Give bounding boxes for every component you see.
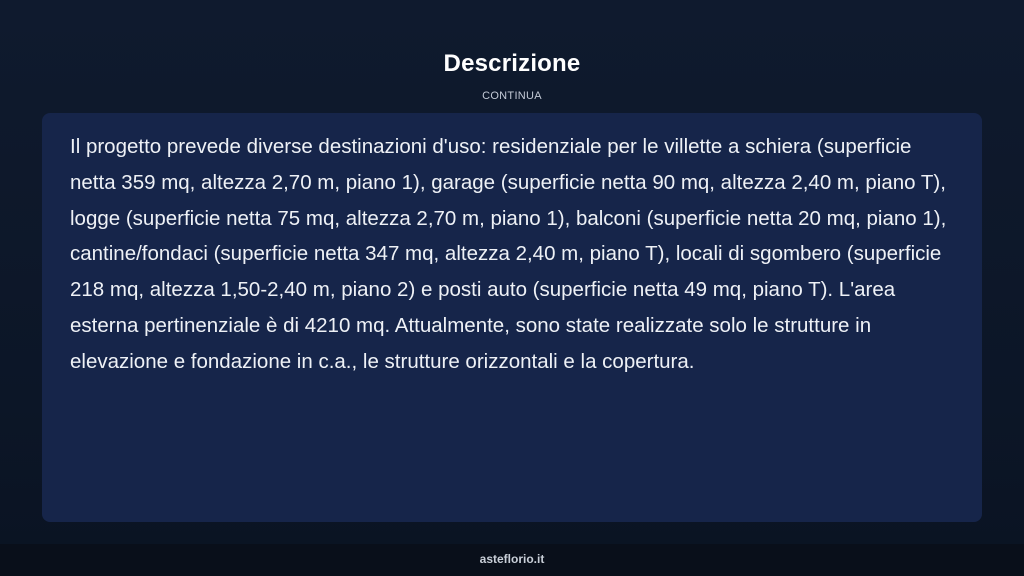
site-name: asteflorio.it [479, 552, 545, 566]
description-text: Il progetto prevede diverse destinazioni d'uso: residenziale per le villette a schiera (superficie netta 359 mq, altezza 2,70 m, piano 1), garage (superficie netta 90 mq, altezza 2,40 m, piano T), logge (superficie netta 75 mq, altezza 2,70 m, piano 1), balconi (superficie netta 20 mq, piano 1), cantine/fondaci (superficie netta 347 mq, altezza 2,40 m, piano T), locali di sgombero (superficie 218 mq, altezza 1,50-2,40 m, piano 2) e posti auto (superficie netta 49 mq, piano T). L'area esterna pertinenziale è di 4210 mq. Attualmente, sono state realizzate solo le strutture in elevazione e fondazione in c.a., le strutture orizzontali e la copertura. [70, 135, 947, 373]
description-card [42, 113, 982, 522]
continue-label: CONTINUA [482, 90, 542, 102]
page-header [0, 0, 1024, 112]
footer-bar [0, 544, 1024, 576]
page-title: Descrizione [443, 50, 581, 77]
